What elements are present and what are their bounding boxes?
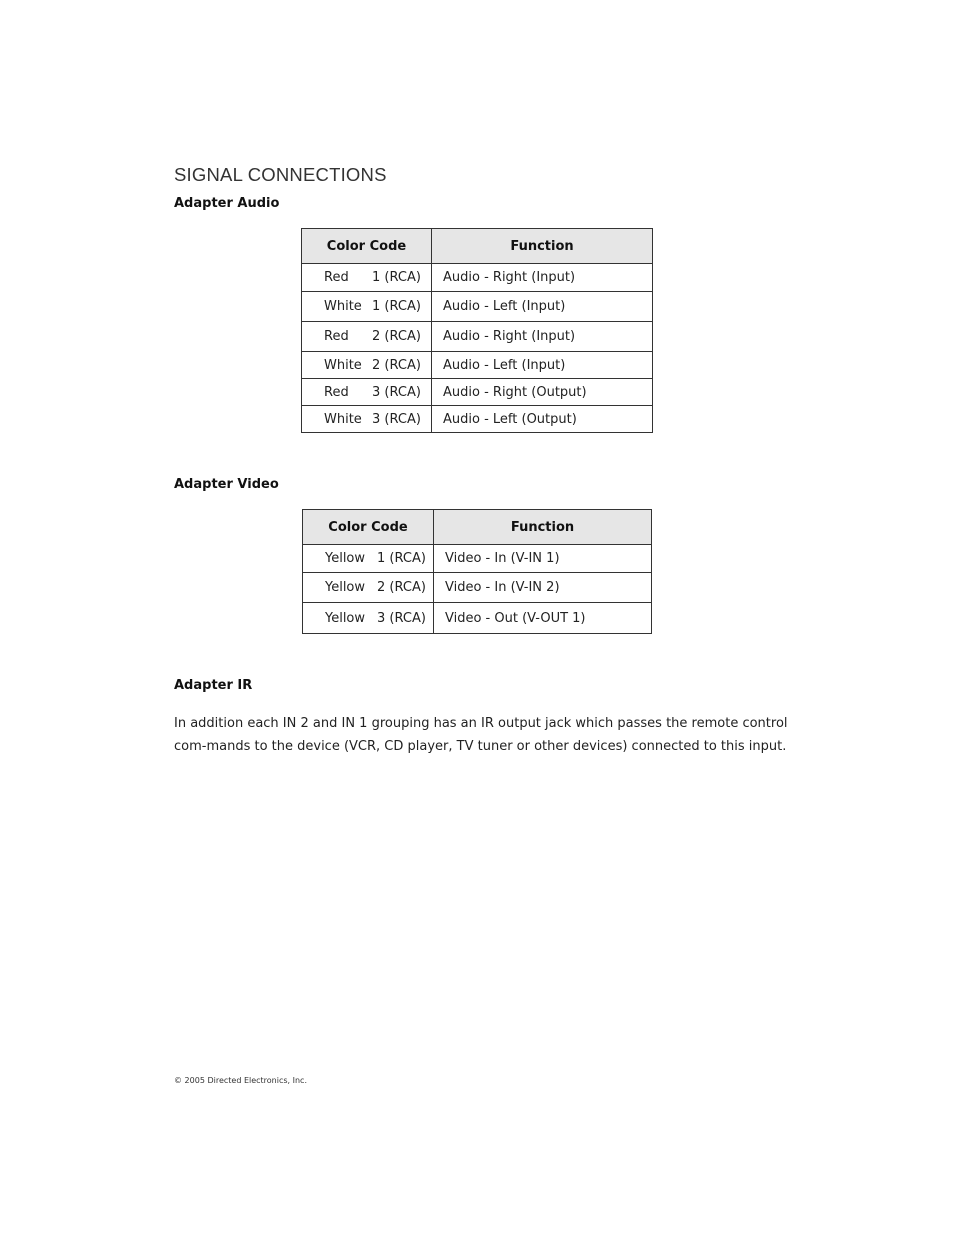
table-row: [303, 545, 652, 573]
page-title: SIGNAL CONNECTIONS: [174, 164, 387, 185]
table-row: [303, 603, 652, 634]
function-cell: Audio - Left (Input): [432, 292, 653, 322]
color-code-header: Color Code: [302, 229, 432, 264]
table-row: [302, 264, 653, 292]
function-header: Function: [434, 510, 652, 545]
color-code-cell: Red 3 (RCA): [302, 379, 432, 406]
color-code-cell: White 1 (RCA): [302, 292, 432, 322]
video-section-heading: Adapter Video: [174, 477, 279, 492]
color-code-cell: White 2 (RCA): [302, 352, 432, 379]
color-code-cell: Red 2 (RCA): [302, 322, 432, 352]
function-cell: Audio - Left (Input): [432, 352, 653, 379]
ir-paragraph: In addition each IN 2 and IN 1 grouping has an IR output jack which passes the remote control com-mands to the device (VCR, CD player, TV tuner or other devices) connected to this input.: [174, 716, 788, 754]
function-cell: Audio - Left (Output): [432, 406, 653, 433]
audio-section-heading: Adapter Audio: [174, 196, 280, 211]
color-code-cell: Red 1 (RCA): [302, 264, 432, 292]
color-code-cell: Yellow 1 (RCA): [303, 545, 434, 573]
table-header-row: [303, 510, 652, 545]
color-code-cell: Yellow 3 (RCA): [303, 603, 434, 634]
table-row: [302, 292, 653, 322]
audio-table: [301, 228, 653, 433]
color-code-cell: Yellow 2 (RCA): [303, 573, 434, 603]
table-header-row: [302, 229, 653, 264]
function-cell: Video - In (V-IN 1): [434, 545, 652, 573]
table-row: [303, 573, 652, 603]
color-code-header: Color Code: [303, 510, 434, 545]
table-row: [302, 406, 653, 433]
copyright-footer: © 2005 Directed Electronics, Inc.: [174, 1076, 307, 1085]
function-cell: Video - In (V-IN 2): [434, 573, 652, 603]
video-table: [302, 509, 652, 634]
function-header: Function: [432, 229, 653, 264]
function-cell: Audio - Right (Input): [432, 264, 653, 292]
function-cell: Audio - Right (Output): [432, 379, 653, 406]
table-row: [302, 322, 653, 352]
function-cell: Audio - Right (Input): [432, 322, 653, 352]
table-row: [302, 352, 653, 379]
table-row: [302, 379, 653, 406]
color-code-cell: White 3 (RCA): [302, 406, 432, 433]
function-cell: Video - Out (V-OUT 1): [434, 603, 652, 634]
ir-section-heading: Adapter IR: [174, 678, 253, 693]
